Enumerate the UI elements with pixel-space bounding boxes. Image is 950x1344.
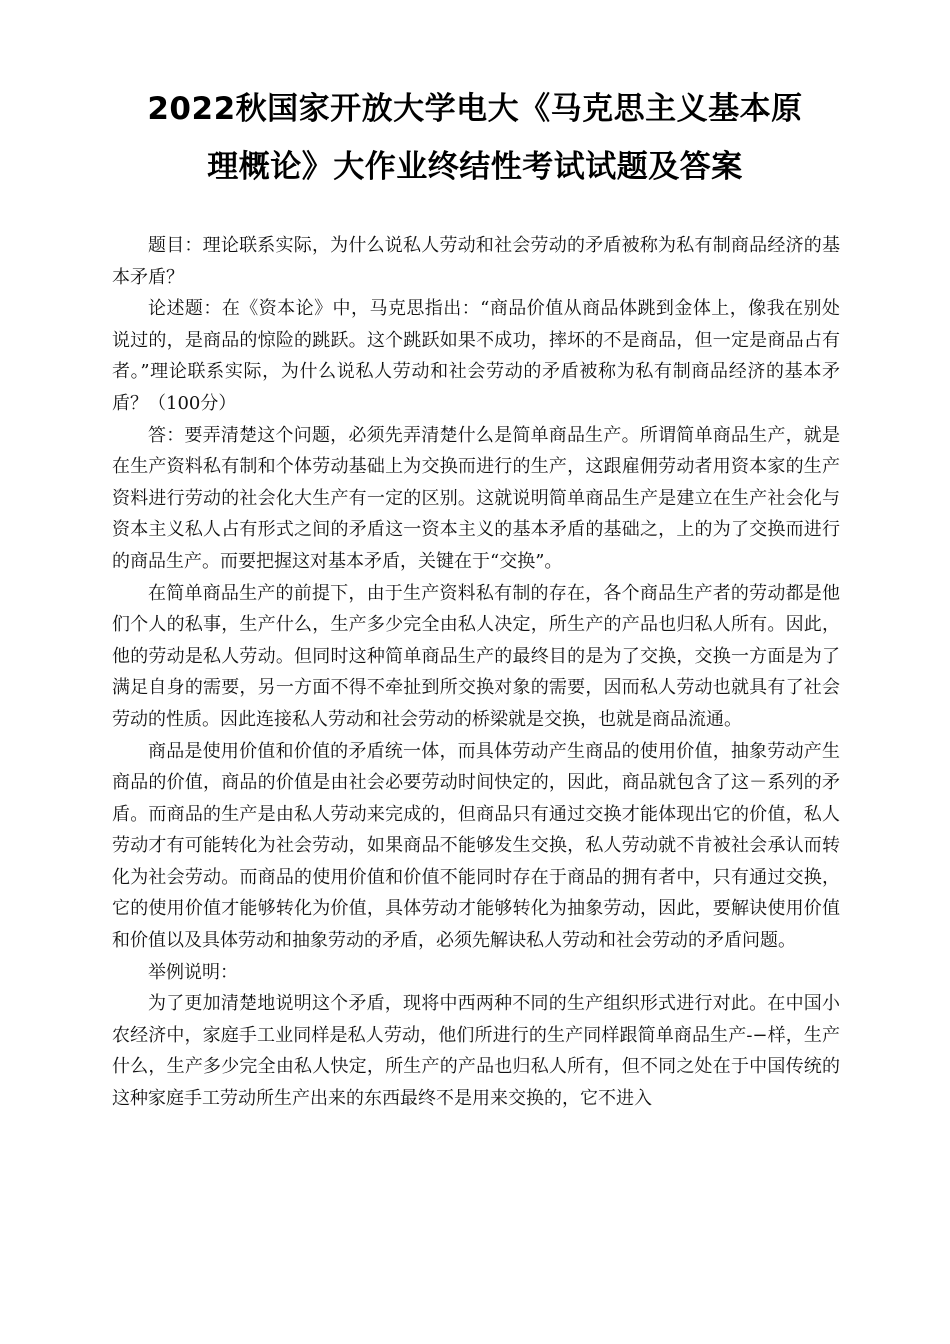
example-heading: 举例说明： <box>148 961 238 983</box>
answer-paragraph-2: 在简单商品生产的前提下，由于生产资料私有制的存在，各个商品生产者的劳动都是他们个人的私事，生产什么，生产多少完全由私人决定，所生产的产品也归私人所有。因此，他的劳动是私人劳动。但同时这种简单商品生产的最终目的是为了交换，交换一方面是为了满足自身的需要，另一方面不得不牵扯到所交换对象的需要，因而私人劳动也就具有了社会劳动的性质。因此连接私人劳动和社会劳动的桥梁就是交换，也就是商品流通。 <box>112 582 840 730</box>
answer-paragraph-1: 答：要弄清楚这个问题，必须先弄清楚什么是简单商品生产。所谓简单商品生产，就是在生产资料私有制和个体劳动基础上为交换而进行的生产，这跟雇佣劳动者用资本家的生产资料进行劳动的社会化大生产有一定的区别。这就说明简单商品生产是建立在生产社会化与资本主义私人占有形式之间的矛盾这一资本主义的基本矛盾的基础之，上的为了交换而进行的商品生产。而要把握这对基本矛盾，关键在于“交换”。 <box>112 424 840 572</box>
title-line-1: 2022秋国家开放大学电大《马克思主义基本原 <box>147 91 803 127</box>
question-paragraph: 题目：理论联系实际，为什么说私人劳动和社会劳动的矛盾被称为私有制商品经济的基本矛盾？ <box>112 235 840 288</box>
answer-paragraph-3: 商品是使用价值和价值的矛盾统一体，而具体劳动产生商品的使用价值，抽象劳动产生商品的价值，商品的价值是由社会必要劳动时间快定的，因此，商品就包含了这－系列的矛盾。而商品的生产是由私人劳动来完成的，但商品只有通过交换才能体现出它的价值，私人劳动才有可能转化为社会劳动，如果商品不能够发生交换，私人劳动就不肯被社会承认而转化为社会劳动。而商品的使用价值和价值不能同时存在于商品的拥有者中，只有通过交换，它的使用价值才能够转化为价值，具体劳动才能够转化为抽象劳动，因此，要解诀使用价值和价值以及具体劳动和抽象劳动的矛盾，必须先解诀私人劳动和社会劳动的矛盾问题。 <box>112 740 840 952</box>
essay-prompt-paragraph: 论述题：在《资本论》中，马克思指出：“商品价值从商品体跳到金体上，像我在别处说过的，是商品的惊险的跳跃。这个跳跃如果不成功，摔坏的不是商品，但一定是商品占有者。”理论联系实际，为什么说私人劳动和社会劳动的矛盾被称为私有制商品经济的基本矛盾？（100分） <box>112 298 840 414</box>
document-body <box>112 230 840 1115</box>
title-line-2: 理概论》大作业终结性考试试题及答案 <box>207 149 743 185</box>
document-title <box>100 80 850 196</box>
example-paragraph: 为了更加清楚地说明这个矛盾，现将中西两种不同的生产组织形式进行对此。在中国小农经济中，家庭手工业同样是私人劳动，他们所进行的生产同样跟简单商品生产-−样，生产什么，生产多少完全由私人快定，所生产的产品也归私人所有，但不同之处在于中国传统的这种家庭手工劳动所生产出来的东西最终不是用来交换的，它不进入 <box>112 993 840 1110</box>
